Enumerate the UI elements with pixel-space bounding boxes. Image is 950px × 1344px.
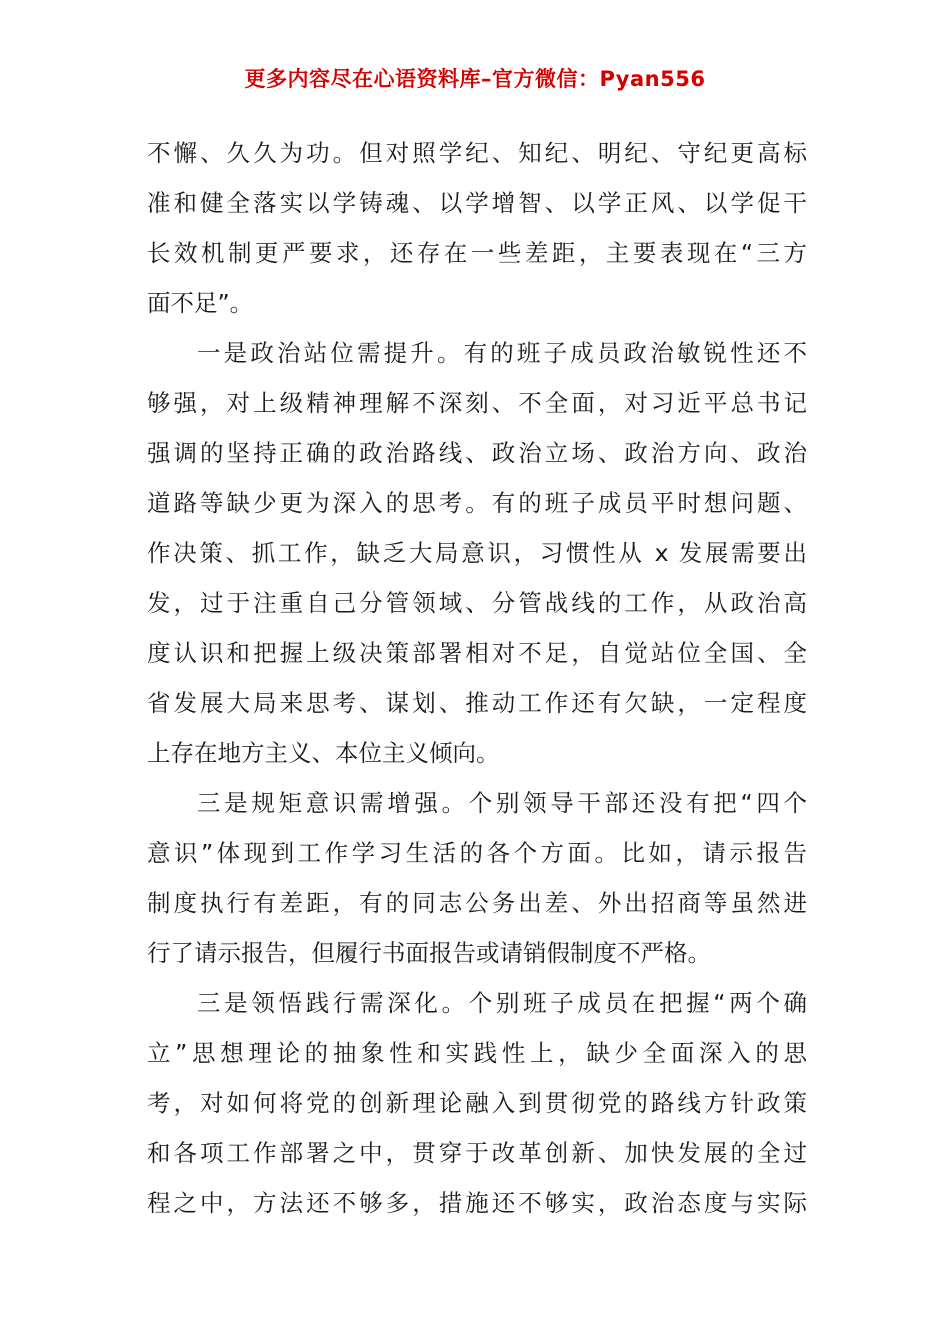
text-line: 考，对如何将党的创新理论融入到贯彻党的路线方针政策 — [147, 1089, 807, 1117]
text-line: 三是领悟践行需深化。个别班子成员在把握“两个确 — [197, 989, 807, 1017]
text-line: 立”思想理论的抽象性和实践性上，缺少全面深入的思 — [147, 1039, 807, 1067]
text-line: 省发展大局来思考、谋划、推动工作还有欠缺，一定程度 — [147, 689, 807, 717]
text-line: 够强，对上级精神理解不深刻、不全面，对习近平总书记 — [147, 389, 807, 417]
text-line: 程之中，方法还不够多，措施还不够实，政治态度与实际 — [147, 1189, 807, 1217]
document-body — [147, 128, 807, 1228]
text-line: 作决策、抓工作，缺乏大局意识，习惯性从 x 发展需要出 — [147, 539, 807, 567]
text-line: 长效机制更严要求，还存在一些差距，主要表现在“三方 — [147, 239, 807, 267]
text-line: 发，过于注重自己分管领域、分管战线的工作，从政治高 — [147, 589, 807, 617]
text-line: 准和健全落实以学铸魂、以学增智、以学正风、以学促干 — [147, 189, 807, 217]
text-line: 上存在地方主义、本位主义倾向。 — [147, 739, 500, 767]
text-line: 道路等缺少更为深入的思考。有的班子成员平时想问题、 — [147, 489, 807, 517]
text-line: 行了请示报告，但履行书面报告或请销假制度不严格。 — [147, 939, 711, 967]
text-line: 制度执行有差距，有的同志公务出差、外出招商等虽然进 — [147, 889, 807, 917]
text-line: 强调的坚持正确的政治路线、政治立场、政治方向、政治 — [147, 439, 807, 467]
text-line: 面不足”。 — [147, 289, 254, 317]
text-line: 三是规矩意识需增强。个别领导干部还没有把“四个 — [197, 789, 807, 817]
text-line: 一是政治站位需提升。有的班子成员政治敏锐性还不 — [197, 339, 807, 367]
text-line: 不懈、久久为功。但对照学纪、知纪、明纪、守纪更高标 — [147, 139, 807, 167]
text-line: 意识”体现到工作学习生活的各个方面。比如，请示报告 — [147, 839, 807, 867]
text-line: 度认识和把握上级决策部署相对不足，自觉站位全国、全 — [147, 639, 807, 667]
text-line: 和各项工作部署之中，贯穿于改革创新、加快发展的全过 — [147, 1139, 807, 1167]
watermark-header: 更多内容尽在心语资料库–官方微信：Pyan556 — [244, 67, 706, 91]
